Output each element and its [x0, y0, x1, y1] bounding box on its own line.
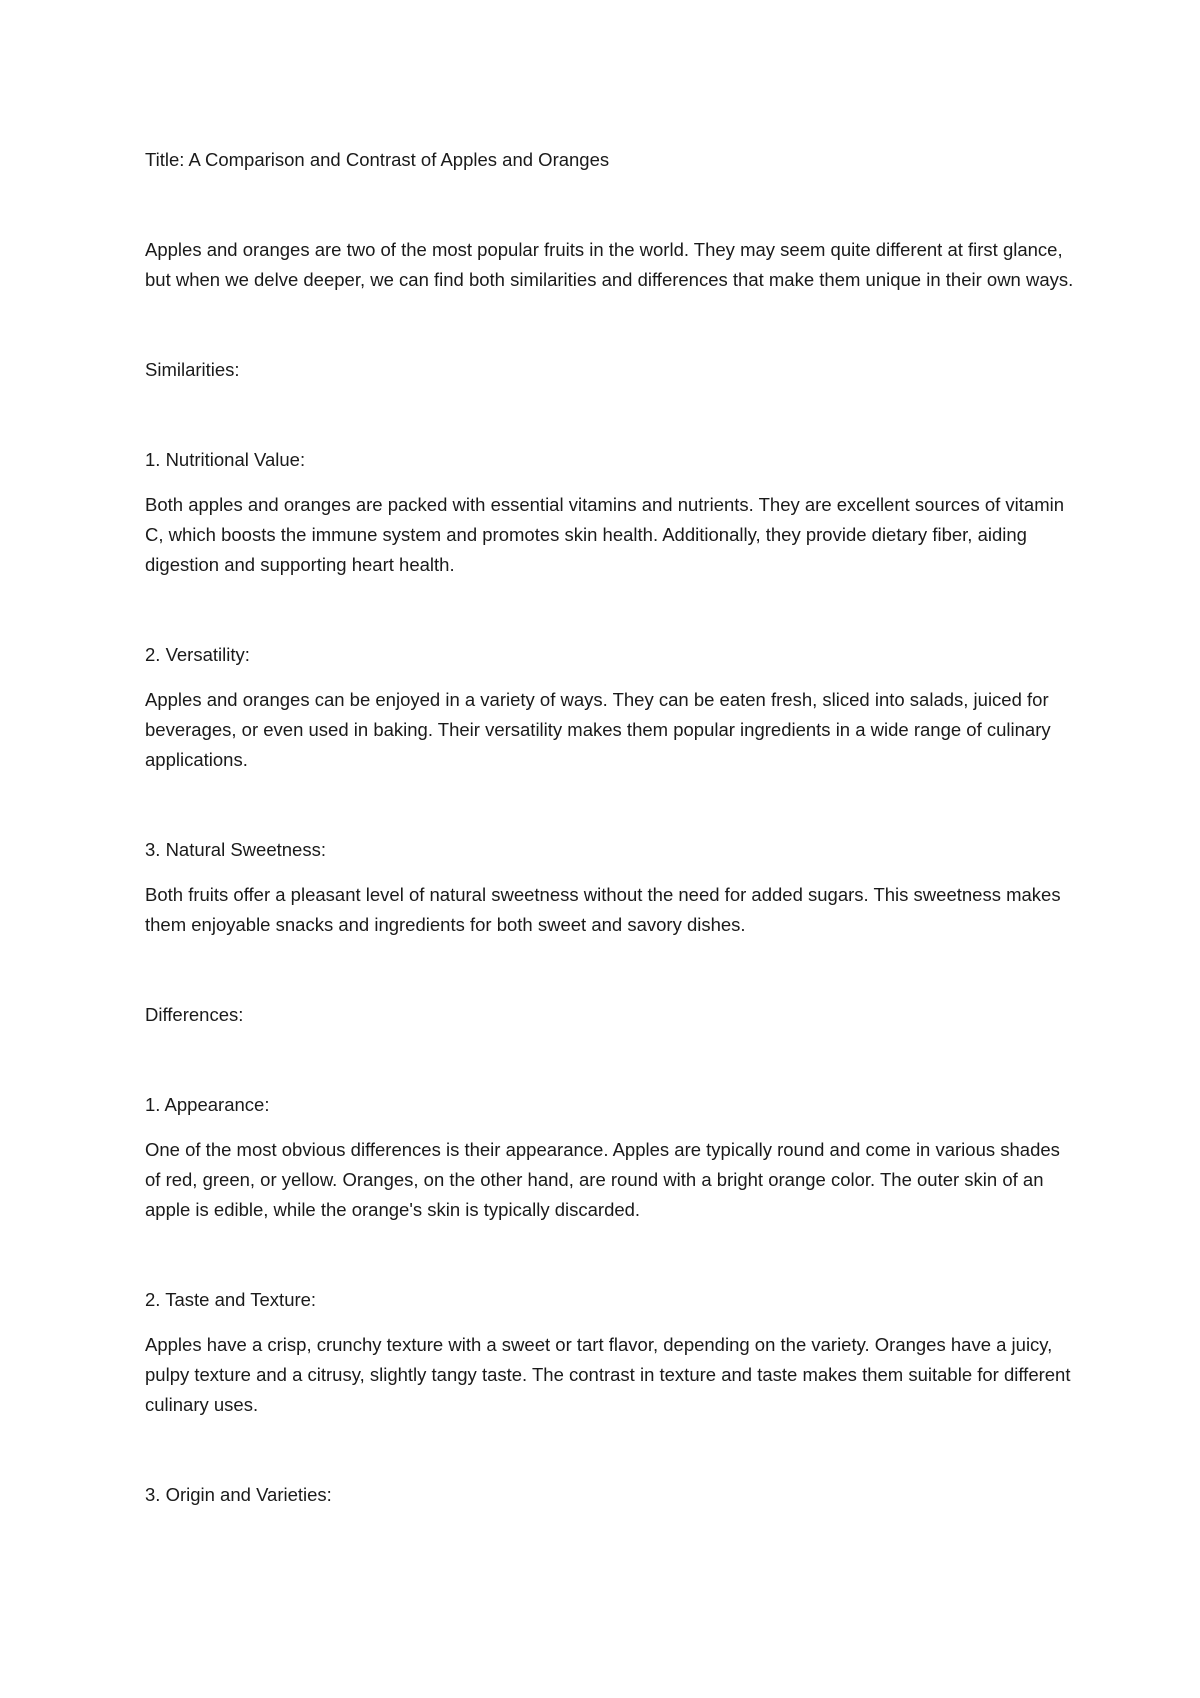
similarity-paragraph-natural-sweetness: Both fruits offer a pleasant level of natural sweetness without the need for added sugars. This sweetness makes them enjoyable snacks and ingredients for both sweet and savory dishes. — [145, 884, 1061, 935]
similarity-heading-versatility: 2. Versatility: — [145, 644, 250, 665]
document-body — [145, 145, 1075, 1510]
similarity-paragraph-versatility: Apples and oranges can be enjoyed in a variety of ways. They can be eaten fresh, sliced into salads, juiced for beverages, or even used in baking. Their versatility makes them popular ingredients in a wide range of culinary applications. — [145, 689, 1051, 770]
similarities-heading: Similarities: — [145, 359, 240, 380]
difference-heading-appearance: 1. Appearance: — [145, 1094, 270, 1115]
document-title: Title: A Comparison and Contrast of Apples and Oranges — [145, 149, 610, 170]
similarity-heading-nutritional-value: 1. Nutritional Value: — [145, 449, 306, 470]
similarity-heading-natural-sweetness: 3. Natural Sweetness: — [145, 839, 326, 860]
difference-heading-origin-varieties: 3. Origin and Varieties: — [145, 1484, 332, 1505]
similarity-paragraph-nutritional-value: Both apples and oranges are packed with essential vitamins and nutrients. They are excellent sources of vitamin C, which boosts the immune system and promotes skin health. Additionally, they provide dietary fiber, aiding digestion and supporting heart health. — [145, 494, 1065, 575]
differences-heading: Differences: — [145, 1004, 244, 1025]
difference-paragraph-appearance: One of the most obvious differences is their appearance. Apples are typically round and come in various shades of red, green, or yellow. Oranges, on the other hand, are round with a bright orange color. The outer skin of an apple is edible, while the orange's skin is typically discarded. — [145, 1139, 1060, 1220]
intro-paragraph: Apples and oranges are two of the most popular fruits in the world. They may seem quite different at first glance, but when we delve deeper, we can find both similarities and differences that make them unique in their own ways. — [145, 239, 1074, 290]
difference-paragraph-taste-texture: Apples have a crisp, crunchy texture with a sweet or tart flavor, depending on the variety. Oranges have a juicy, pulpy texture and a citrusy, slightly tangy taste. The contrast in texture and taste makes them suitable for different culinary uses. — [145, 1334, 1071, 1415]
difference-heading-taste-texture: 2. Taste and Texture: — [145, 1289, 317, 1310]
